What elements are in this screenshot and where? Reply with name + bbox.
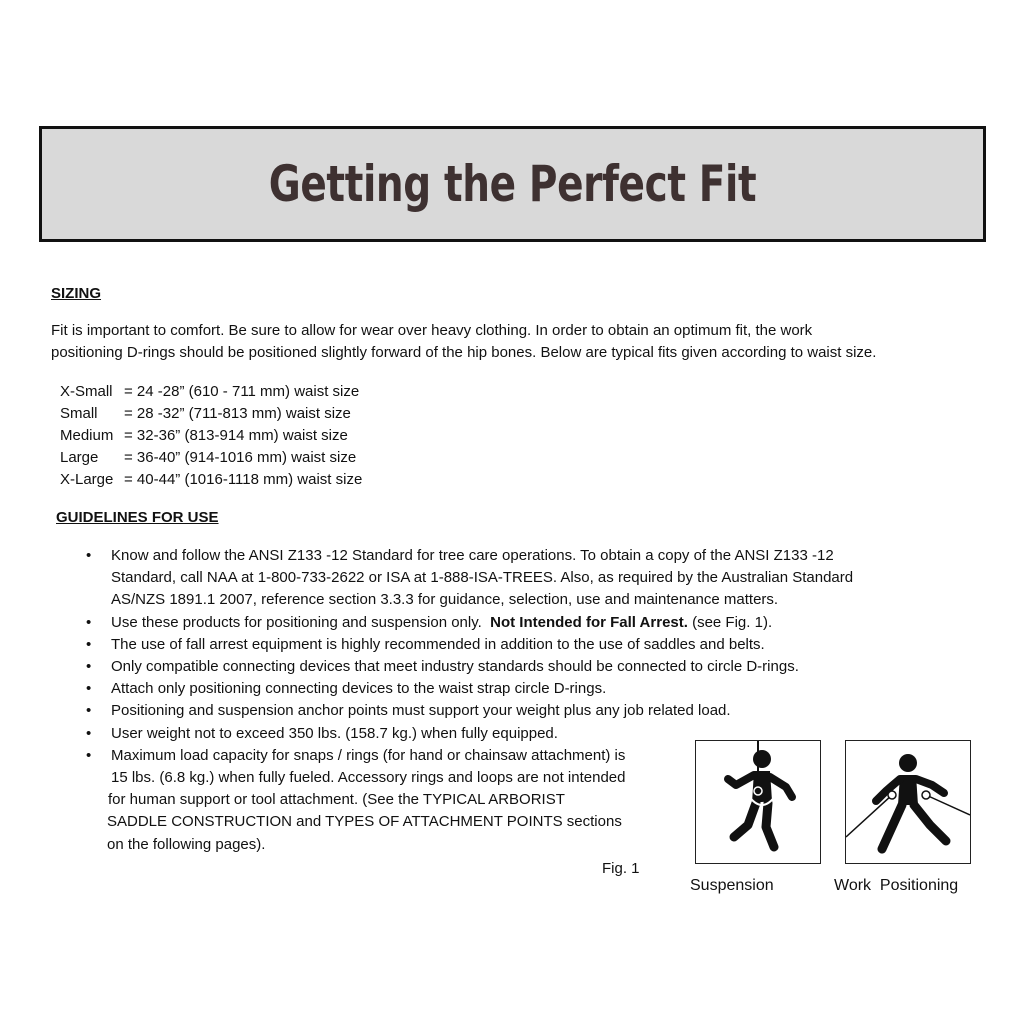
size-value: = 32-36” (813-914 mm) waist size xyxy=(124,427,348,444)
size-value: = 36-40” (914-1016 mm) waist size xyxy=(124,449,357,466)
size-name: Medium xyxy=(60,427,114,444)
sizing-heading: SIZING xyxy=(51,285,102,302)
page-title: Getting the Perfect Fit xyxy=(268,155,757,213)
list-item-line: • Know and follow the ANSI Z133 -12 Standard for tree care operations. To obtain a copy of the ANSI Z133 -12 xyxy=(111,547,834,564)
list-item-text: Use these products for positioning and suspension only. xyxy=(111,613,491,631)
work-positioning-figure-icon xyxy=(846,741,970,863)
list-item-line: on the following pages). xyxy=(107,835,266,853)
list-item-line: SADDLE CONSTRUCTION and TYPES OF ATTACHMENT POINTS sections xyxy=(107,813,622,831)
size-name: X-Large xyxy=(60,471,114,488)
size-value: = 24 -28” (610 - 711 mm) waist size xyxy=(124,383,360,400)
size-row xyxy=(60,469,362,491)
work-positioning-figure xyxy=(845,740,971,864)
fall-arrest-warning: Not Intended for Fall Arrest. xyxy=(490,613,688,631)
size-row xyxy=(60,447,356,469)
list-item-line: AS/NZS 1891.1 2007, reference section 3.3.3 for guidance, selection, use and maintenance matters. xyxy=(111,591,779,609)
sizing-intro-line: Fit is important to comfort. Be sure to allow for wear over heavy clothing. In order to obtain an optimum fit, the work xyxy=(51,322,813,339)
suspension-caption: Suspension xyxy=(690,877,774,894)
list-item: • User weight not to exceed 350 lbs. (158.7 kg.) when fully equipped. xyxy=(86,723,936,745)
list-item xyxy=(86,545,936,612)
size-value: = 28 -32” (711-813 mm) waist size xyxy=(124,405,351,422)
sizing-intro xyxy=(51,320,981,364)
list-item-line: 15 lbs. (6.8 kg.) when fully fueled. Accessory rings and loops are not intended xyxy=(111,769,626,787)
list-item-line: • Maximum load capacity for snaps / rings (for hand or chainsaw attachment) is xyxy=(111,746,626,764)
list-item-line: for human support or tool attachment. (See the TYPICAL ARBORIST xyxy=(108,791,565,809)
work-positioning-caption: Work Positioning xyxy=(834,877,959,894)
size-value: = 40-44” (1016-1118 mm) waist size xyxy=(124,471,363,488)
list-item: • The use of fall arrest equipment is highly recommended in addition to the use of saddles and belts. xyxy=(86,634,936,656)
size-row xyxy=(60,381,359,403)
size-row xyxy=(60,425,348,447)
size-name: Large xyxy=(60,449,99,466)
list-item: • Attach only positioning connecting devices to the waist strap circle D-rings. xyxy=(86,678,936,700)
size-row xyxy=(60,403,351,425)
list-item: • Only compatible connecting devices that meet industry standards should be connected to circle D-rings. xyxy=(86,656,936,678)
list-item-line: Standard, call NAA at 1-800-733-2622 or ISA at 1-888-ISA-TREES. Also, as required by the Australian Standard xyxy=(111,569,854,587)
list-item: • Positioning and suspension anchor points must support your weight plus any job related load. xyxy=(86,700,936,722)
sizing-intro-line: positioning D-rings should be positioned slightly forward of the hip bones. Below are typical fits given according to waist size. xyxy=(51,344,877,361)
size-name: X-Small xyxy=(60,383,113,400)
guidelines-heading: GUIDELINES FOR USE xyxy=(56,509,219,526)
title-banner xyxy=(39,126,986,242)
suspension-figure xyxy=(695,740,821,864)
suspension-figure-icon xyxy=(696,741,820,863)
figure-label: Fig. 1 xyxy=(602,860,640,877)
list-item-text: (see Fig. 1). xyxy=(687,613,773,631)
size-name: Small xyxy=(60,405,98,422)
list-item xyxy=(86,612,936,634)
